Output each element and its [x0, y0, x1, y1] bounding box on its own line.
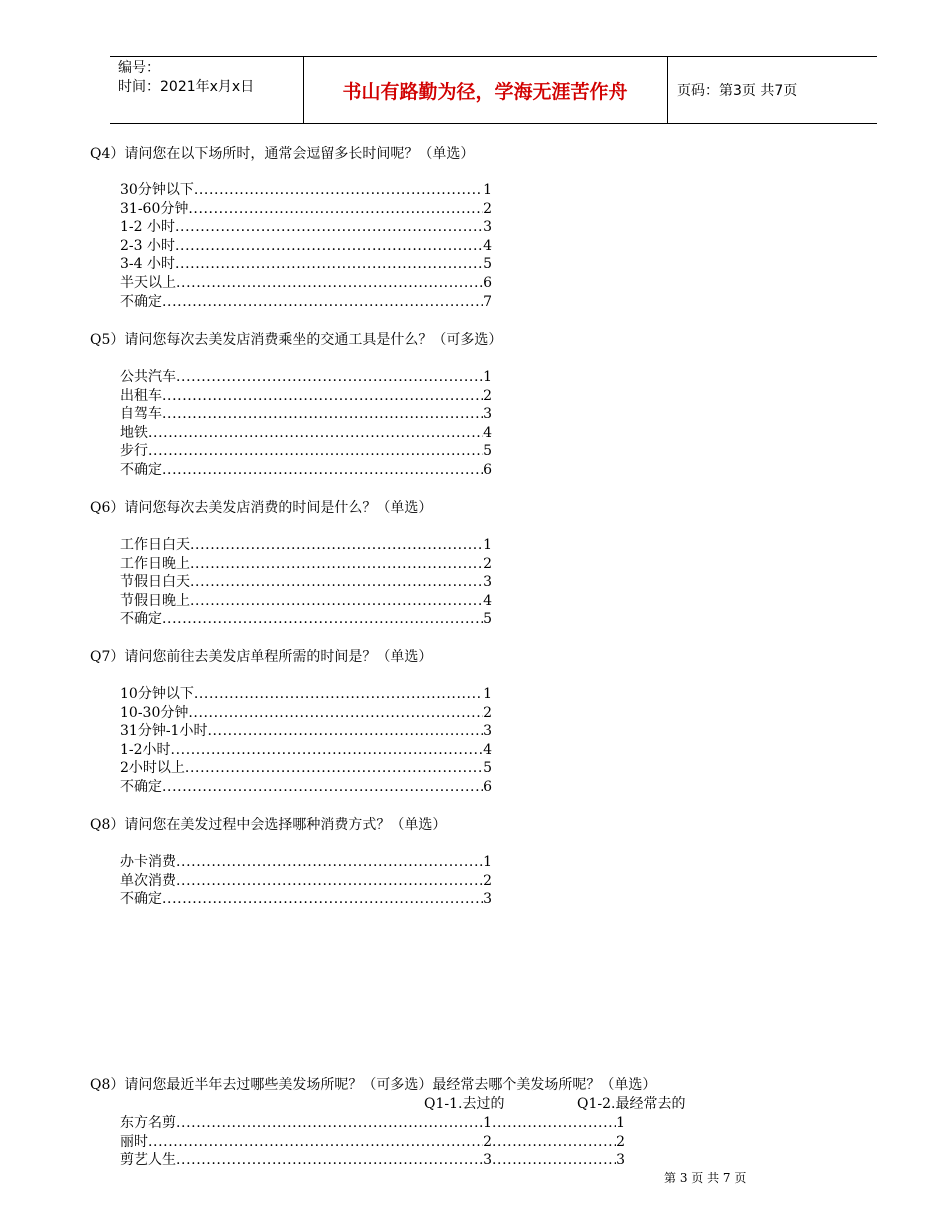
option-code: 1: [483, 686, 492, 702]
option-code: 3: [483, 219, 492, 236]
option-code: 5: [483, 443, 492, 460]
option-code: 2: [483, 704, 492, 721]
option-label: 1-2 小时: [120, 219, 175, 236]
option-row: [120, 442, 492, 461]
option-code: 2: [483, 200, 492, 217]
option-code: 5: [483, 256, 492, 273]
option-row: [120, 293, 492, 312]
option-row: [120, 573, 492, 592]
header-motto: 书山有路勤为径，学海无涯苦作舟: [342, 81, 628, 103]
option-code: 1: [483, 854, 492, 870]
option-row: [120, 181, 492, 200]
option-label: 不确定: [120, 891, 162, 908]
option-code: 5: [483, 760, 492, 777]
header-info: [118, 59, 254, 97]
option-code: 3: [483, 406, 492, 423]
option-row: [120, 1114, 492, 1133]
option-row: [120, 200, 492, 219]
option-code: 4: [483, 237, 492, 254]
option-row: [120, 1151, 492, 1170]
option-row: [120, 387, 492, 406]
header-page-number: 页码：第3页 共7页: [677, 83, 798, 99]
option-row: [120, 1133, 492, 1152]
option-label: 半天以上: [120, 275, 176, 291]
document-date-label: 时间：2021年x月x日: [118, 79, 255, 95]
option-row: [120, 255, 492, 274]
option-label: 工作日晚上: [120, 555, 190, 572]
option-label: 单次消费: [120, 872, 176, 889]
option-code-col2: 3: [616, 1152, 625, 1169]
column-header-visited: Q1-1.去过的: [424, 1096, 505, 1112]
option-code: 3: [483, 574, 492, 591]
page-header: [110, 56, 877, 124]
option-code: 2: [483, 872, 492, 889]
option-row: [120, 218, 492, 237]
option-label: 地铁: [120, 424, 148, 441]
question-q7: Q7）请问您前往去美发店单程所需的时间是？（单选）: [90, 649, 433, 665]
option-code-col2: 1: [616, 1115, 625, 1131]
option-label: 公共汽车: [120, 369, 176, 385]
column-header-most-frequent: Q1-2.最经常去的: [577, 1096, 686, 1112]
option-label: 1-2小时: [120, 741, 171, 758]
option-code: 4: [483, 741, 492, 758]
option-label: 不确定: [120, 611, 162, 628]
option-row: [120, 368, 492, 387]
option-row: [120, 592, 492, 611]
option-label: 不确定: [120, 293, 162, 310]
option-label: 步行: [120, 443, 148, 460]
option-row: [120, 424, 492, 443]
option-row: [120, 685, 492, 704]
option-label: 31分钟-1小时: [120, 723, 208, 740]
option-code: 1: [483, 1115, 492, 1131]
option-label: 丽时: [120, 1133, 148, 1150]
option-code: 2: [483, 1133, 492, 1150]
option-label: 自驾车: [120, 406, 162, 423]
option-code: 4: [483, 592, 492, 609]
option-label: 不确定: [120, 779, 162, 795]
option-row: [120, 759, 492, 778]
question-q8-payment: Q8）请问您在美发过程中会选择哪种消费方式？（单选）: [90, 817, 447, 833]
option-code: 4: [483, 424, 492, 441]
option-code-col2: 2: [616, 1133, 625, 1150]
option-row: [120, 890, 492, 909]
option-code: 3: [483, 1152, 492, 1169]
option-row: [120, 274, 492, 293]
option-label: 31-60分钟: [120, 200, 189, 217]
option-row: [120, 778, 492, 797]
option-code: 2: [483, 555, 492, 572]
option-label: 10-30分钟: [120, 704, 189, 721]
option-code: 3: [483, 891, 492, 908]
option-code: 1: [483, 537, 492, 553]
option-label: 不确定: [120, 462, 162, 478]
option-code: 1: [483, 369, 492, 385]
option-label: 3-4 小时: [120, 256, 175, 273]
option-label: 出租车: [120, 387, 162, 404]
question-q8-salons: Q8）请问您最近半年去过哪些美发场所呢？（可多选）最经常去哪个美发场所呢？（单选）: [90, 1077, 657, 1093]
option-label: 工作日白天: [120, 537, 190, 553]
option-row: [120, 704, 492, 723]
option-row: [120, 741, 492, 760]
option-code: 6: [483, 779, 492, 795]
option-row: [120, 610, 492, 629]
option-row: [120, 405, 492, 424]
page-footer: 第 3 页 共 7 页: [664, 1171, 747, 1185]
question-q6: Q6）请问您每次去美发店消费的时间是什么？（单选）: [90, 500, 433, 516]
option-label: 10分钟以下: [120, 686, 194, 702]
option-row: [120, 722, 492, 741]
option-label: 东方名剪: [120, 1115, 176, 1131]
option-label: 办卡消费: [120, 854, 176, 870]
option-label: 剪艺人生: [120, 1152, 176, 1169]
option-row: [120, 555, 492, 574]
option-code: 1: [483, 182, 492, 198]
option-label: 2-3 小时: [120, 237, 175, 254]
option-label: 30分钟以下: [120, 182, 194, 198]
document-number-label: 编号：: [118, 60, 160, 76]
option-col2: [492, 1151, 625, 1170]
option-label: 节假日晚上: [120, 592, 190, 609]
question-q5: Q5）请问您每次去美发店消费乘坐的交通工具是什么？（可多选）: [90, 332, 503, 348]
header-divider: [667, 57, 668, 123]
question-q4: Q4）请问您在以下场所时，通常会逗留多长时间呢？（单选）: [90, 146, 475, 162]
option-code: 5: [483, 611, 492, 628]
option-code: 3: [483, 723, 492, 740]
option-code: 6: [483, 462, 492, 478]
option-row: [120, 853, 492, 872]
option-code: 6: [483, 275, 492, 291]
option-row: [120, 536, 492, 555]
option-label: 2小时以上: [120, 760, 185, 777]
option-code: 2: [483, 387, 492, 404]
option-row: [120, 237, 492, 256]
option-code: 7: [483, 293, 492, 310]
option-row: [120, 461, 492, 480]
option-col2: [492, 1114, 625, 1133]
option-row: [120, 872, 492, 891]
option-label: 节假日白天: [120, 574, 190, 591]
option-col2: [492, 1133, 625, 1152]
